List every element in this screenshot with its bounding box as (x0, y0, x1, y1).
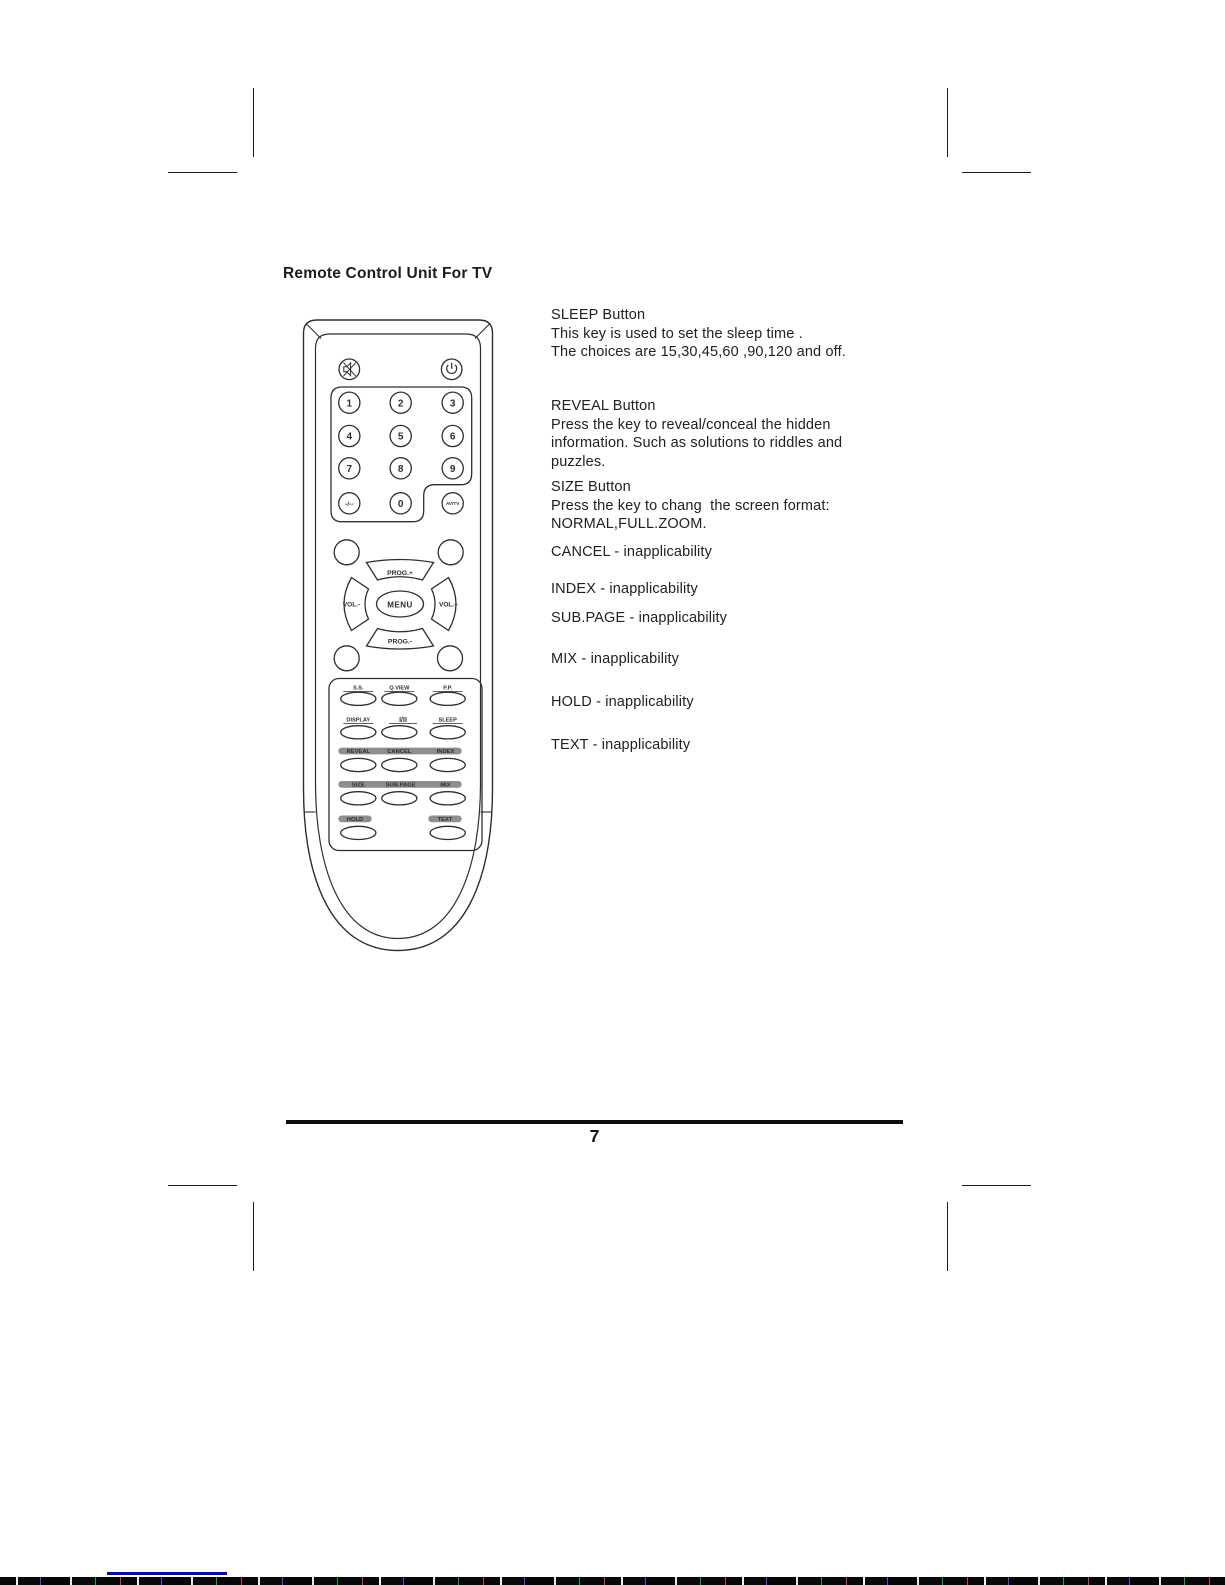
round-button-upper-left (334, 540, 359, 565)
subpage-label: SUB.PAGE (385, 782, 416, 789)
round-button-lower-right (438, 646, 463, 671)
page-number: 7 (589, 1126, 600, 1146)
prog-minus-button (367, 629, 434, 650)
reveal-button (341, 758, 376, 771)
vol-plus-button (432, 578, 459, 631)
description-line: puzzles. (551, 453, 606, 470)
text-label: TEXT (437, 817, 453, 824)
scan-artifact-blue-line (107, 1572, 227, 1575)
digit-label-9: 9 (449, 463, 456, 475)
digit-button-3 (442, 392, 463, 413)
cropmark-bottom-right-horizontal (962, 1185, 1031, 1186)
i-ii-label: I/II (399, 716, 407, 724)
digit-label-7: 7 (346, 463, 353, 475)
description-line: information. Such as solutions to riddles and (551, 435, 843, 452)
qview-button (382, 692, 417, 705)
digit-button-2 (390, 392, 411, 413)
digit-button-8 (390, 458, 411, 479)
sleep-label: SLEEP (438, 717, 457, 724)
vol-minus-label: VOL.- (342, 601, 361, 609)
digit-button-1 (339, 392, 360, 413)
pp-label: P.P. (443, 685, 453, 692)
cropmark-bottom-left-vertical (253, 1202, 254, 1271)
description-block-reveal (551, 397, 842, 471)
description-line: NORMAL,FULL.ZOOM. (551, 516, 707, 533)
digit-label-6: 6 (449, 431, 456, 443)
index-label: INDEX (436, 749, 455, 756)
cancel-label: CANCEL (387, 749, 412, 756)
menu-label: MENU (387, 600, 413, 610)
description-block-hold (551, 693, 694, 712)
avtv-button (442, 493, 463, 514)
description-line: SLEEP Button (551, 307, 646, 323)
scan-artifact-edge-band (0, 1577, 1225, 1585)
text-button (430, 826, 465, 839)
hold-label: HOLD (346, 817, 364, 824)
round-button-lower-left (334, 646, 359, 671)
vol-minus-button (343, 578, 369, 631)
description-block-text (551, 736, 690, 755)
description-line: The choices are 15,30,45,60 ,90,120 and off. (551, 344, 846, 361)
description-line: TEXT - inapplicability (551, 737, 691, 753)
description-line: This key is used to set the sleep time . (551, 325, 803, 342)
corner-bevel-left (307, 324, 322, 339)
digit-button-4 (339, 425, 360, 446)
mute-button (339, 359, 360, 380)
dash-key-button (339, 493, 360, 514)
cropmark-top-left-horizontal (168, 172, 237, 173)
cropmark-top-right-horizontal (962, 172, 1031, 173)
hold-button (341, 826, 376, 839)
size-button (341, 792, 376, 805)
description-line: SIZE Button (551, 479, 631, 495)
avtv-label: AV/TV (445, 501, 460, 507)
vol-plus-label: VOL.+ (439, 601, 458, 609)
digit-label-3: 3 (449, 398, 456, 410)
description-line: SUB.PAGE - inapplicability (551, 610, 728, 626)
digit-label-8: 8 (397, 463, 404, 475)
description-line: Press the key to reveal/conceal the hidden (551, 416, 831, 433)
power-button (441, 359, 462, 380)
prog-plus-button (367, 560, 434, 581)
description-line: MIX - inapplicability (551, 651, 680, 667)
description-block-size (551, 478, 830, 534)
description-block-mix (551, 650, 679, 669)
footer-rule (286, 1120, 903, 1124)
digit-label-2: 2 (397, 398, 404, 410)
pp-button (430, 692, 465, 705)
remote-control-illustration (285, 300, 505, 965)
index-button (430, 758, 465, 771)
display-label: DISPLAY (346, 717, 371, 724)
description-block-index (551, 580, 698, 599)
digit-button-7 (339, 458, 360, 479)
description-block-cancel (551, 543, 712, 562)
digit-button-9 (442, 458, 463, 479)
digit-button-5 (390, 425, 411, 446)
prog-minus-label: PROG.- (387, 638, 413, 646)
description-line: INDEX - inapplicability (551, 581, 698, 597)
i-ii-button (382, 726, 417, 739)
description-line: Press the key to chang the screen format: (551, 497, 830, 514)
corner-bevel-right (475, 324, 490, 339)
digit-label-4: 4 (346, 431, 353, 443)
mix-button (430, 792, 465, 805)
round-button-upper-right (438, 540, 463, 565)
digit-label-0: 0 (397, 498, 404, 510)
ss-button (341, 692, 376, 705)
digit-label-1: 1 (346, 398, 353, 410)
description-line: HOLD - inapplicability (551, 694, 694, 710)
reveal-label: REVEAL (346, 749, 371, 756)
description-line: CANCEL - inapplicability (551, 544, 713, 560)
size-label: SIZE (351, 782, 365, 789)
prog-plus-label: PROG.+ (387, 570, 413, 577)
description-block-subpage (551, 609, 727, 628)
qview-label: Q.VIEW (389, 685, 410, 692)
description-block-sleep (551, 306, 846, 362)
digit-label-5: 5 (397, 431, 404, 443)
cropmark-top-right-vertical (947, 88, 948, 157)
menu-button (377, 591, 424, 617)
cancel-button (382, 758, 417, 771)
display-button (341, 726, 376, 739)
sleep-button (430, 726, 465, 739)
digit-button-6 (442, 425, 463, 446)
mix-label: MIX (440, 782, 451, 789)
cropmark-bottom-right-vertical (947, 1202, 948, 1271)
cropmark-top-left-vertical (253, 88, 254, 157)
ss-label: S.S. (353, 685, 364, 692)
cropmark-bottom-left-horizontal (168, 1185, 237, 1186)
digit-button-0 (390, 493, 411, 514)
subpage-button (382, 792, 417, 805)
dash-key-label: -/-- (344, 500, 354, 508)
description-line: REVEAL Button (551, 398, 656, 414)
page-title: Remote Control Unit For TV (283, 265, 493, 282)
